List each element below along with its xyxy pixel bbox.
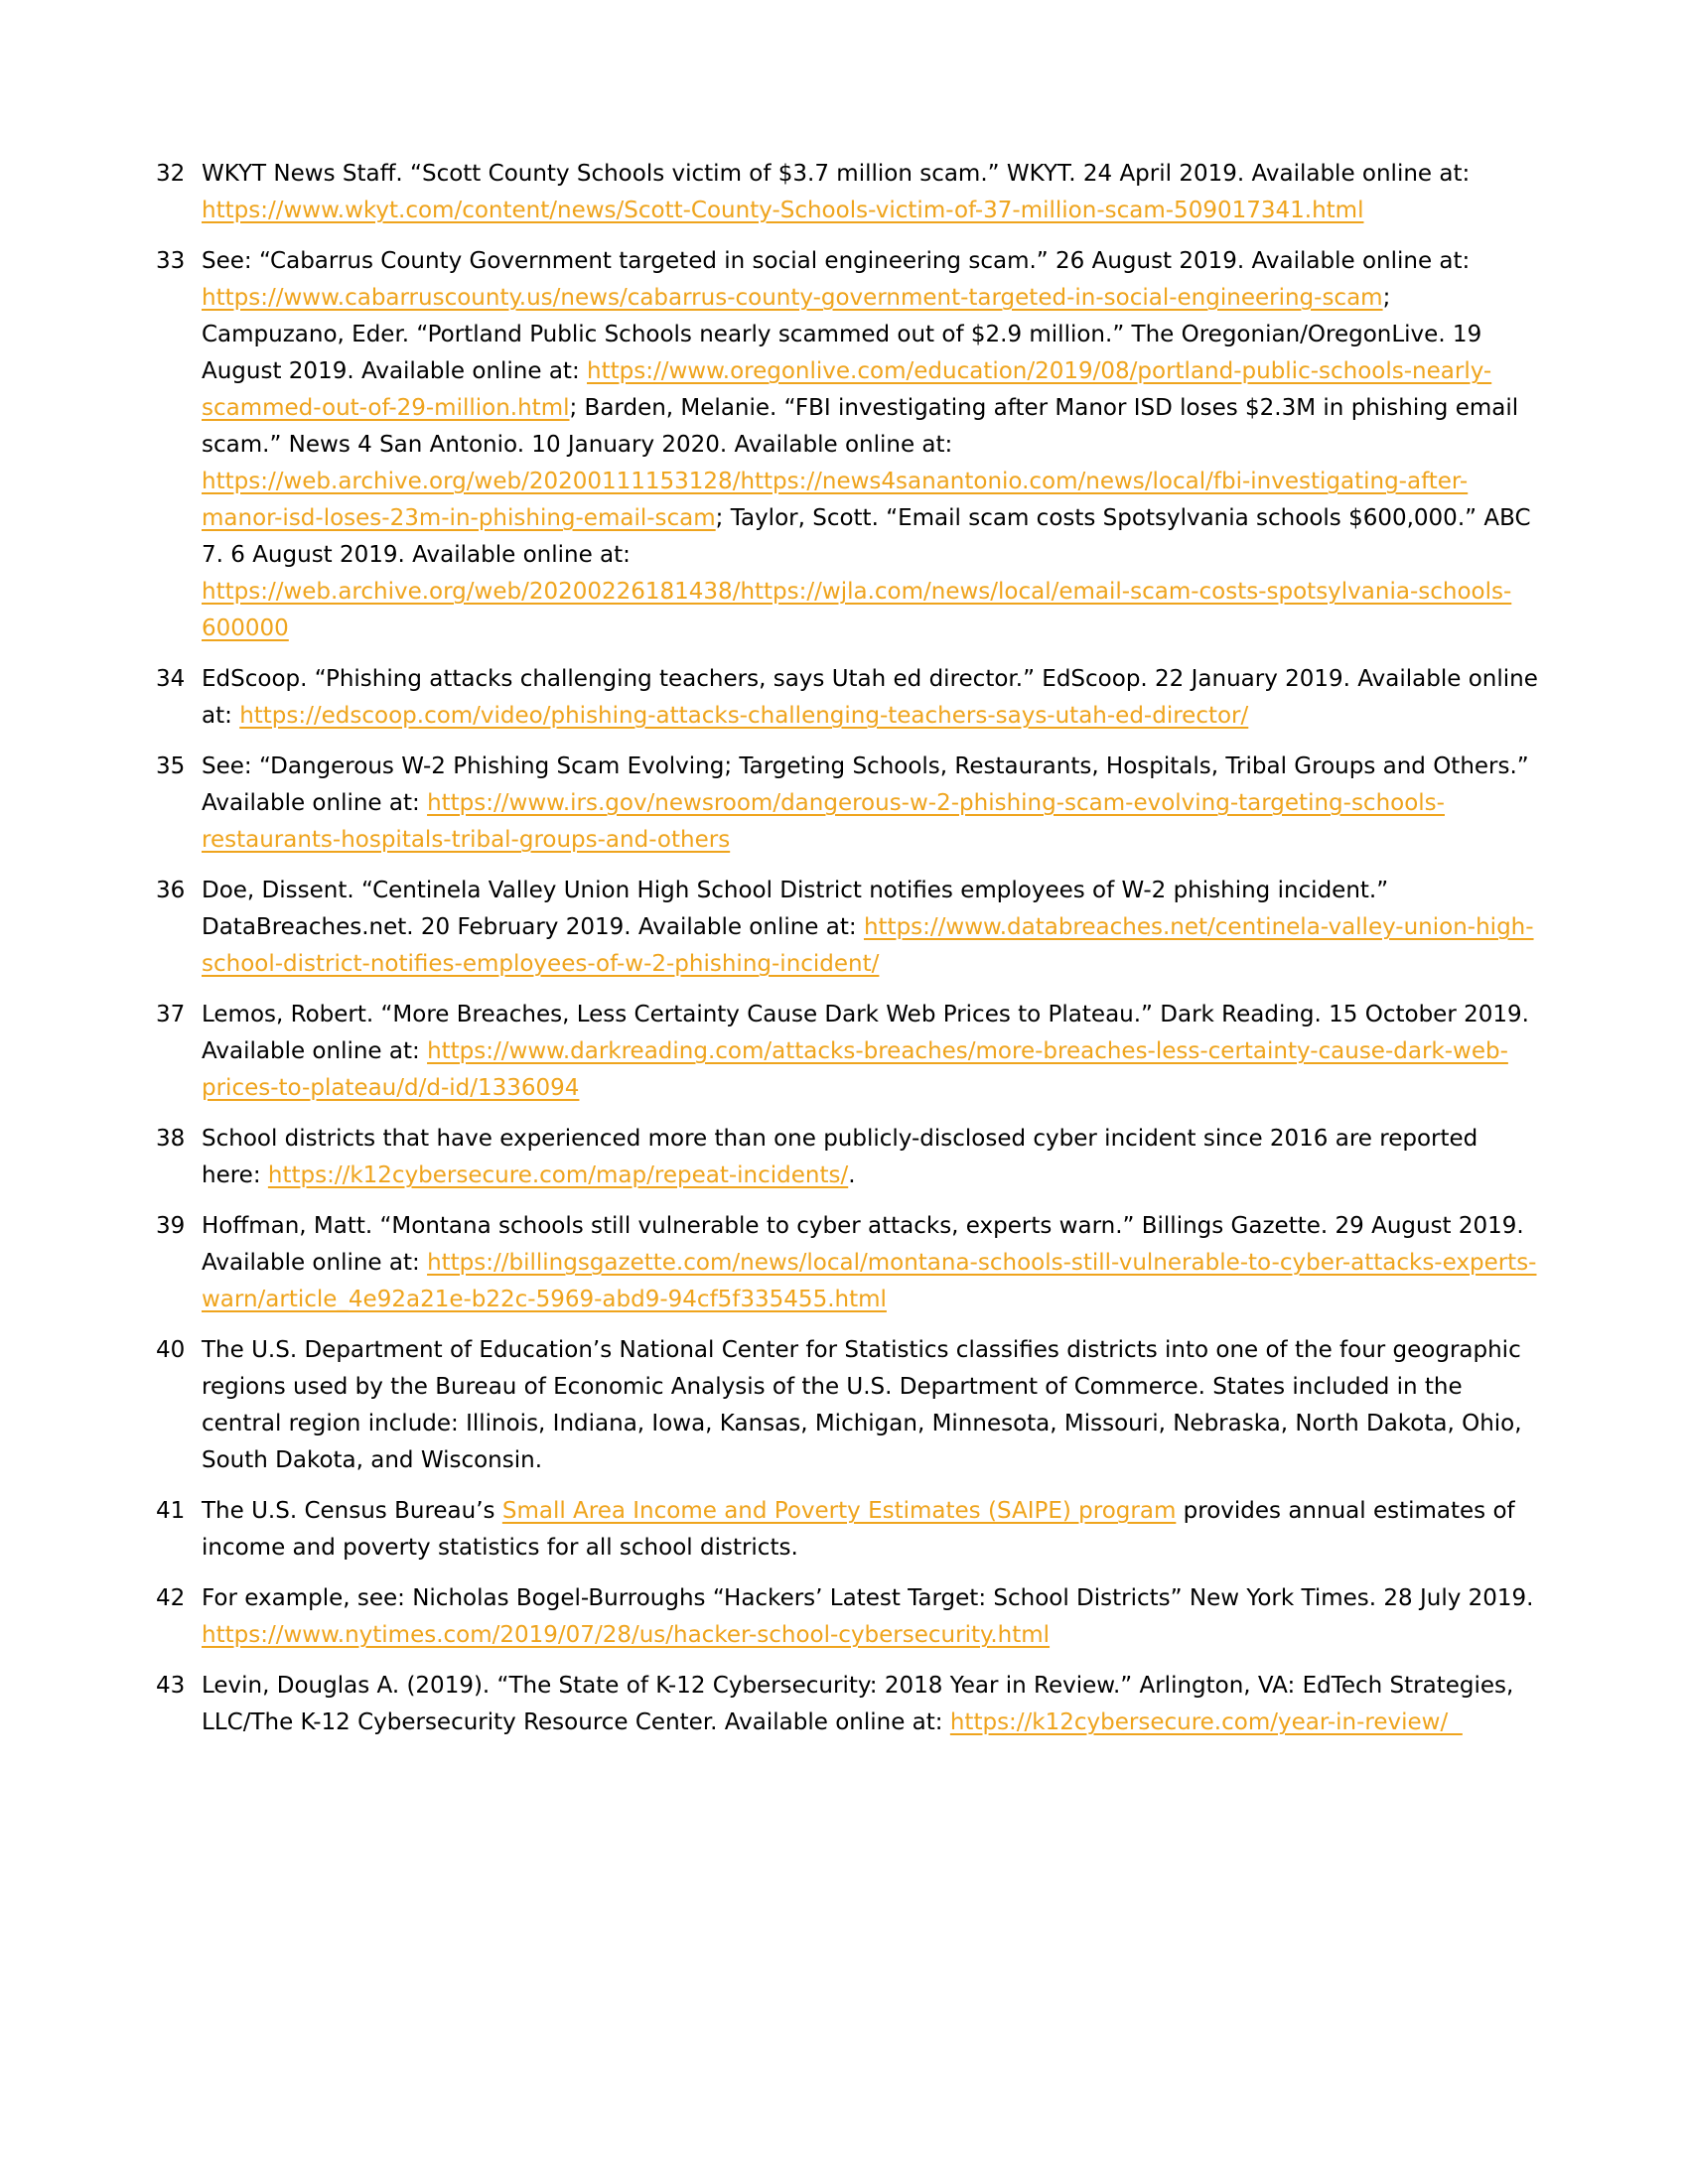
footnote-item xyxy=(156,749,1539,859)
footnote-link[interactable]: https://billingsgazette.com/news/local/montana-schools-still-vulnerable-to-cyber-attacks-experts-warn/article_4e92a21e-b22c-5969-abd9-94cf5f335455.html xyxy=(202,1250,1537,1312)
footnote-number: 40 xyxy=(156,1337,186,1363)
footnote-text: ; Barden, Melanie. “FBI investigating after Manor ISD loses $2.3M in phishing email scam.” News 4 San Antonio. 10 January 2020. Available online at: xyxy=(202,395,1519,458)
footnote-link[interactable]: https://www.nytimes.com/2019/07/28/us/hacker-school-cybersecurity.html xyxy=(202,1622,1051,1648)
footnote-number: 35 xyxy=(156,753,186,779)
footnote-link[interactable]: https://k12cybersecure.com/year-in-review/ xyxy=(949,1709,1463,1735)
footnote-body xyxy=(202,666,1538,729)
footnote-item xyxy=(156,156,1539,229)
footnote-list xyxy=(156,156,1539,1741)
footnote-text: . xyxy=(848,1162,856,1188)
footnote-body xyxy=(202,1673,1513,1735)
footnote-item xyxy=(156,1208,1539,1318)
footnote-body xyxy=(202,161,1470,223)
footnote-text: See: “Cabarrus County Government targeted in social engineering scam.” 26 August 2019. Available online at: xyxy=(202,248,1471,274)
footnote-body xyxy=(202,1002,1529,1101)
footnote-number: 42 xyxy=(156,1585,186,1611)
footnote-text: The U.S. Department of Education’s National Center for Statistics classifies districts into one of the four geographic regions used by the Bureau of Economic Analysis of the U.S. Department of Commerce. States included in the central region include: Illinois, Indiana, Iowa, Kansas, Michigan, Minnesota, Missouri, Nebraska, North Dakota, Ohio, South Dakota, and Wisconsin. xyxy=(202,1337,1522,1473)
footnote-number: 33 xyxy=(156,248,186,274)
footnote-body xyxy=(202,878,1534,977)
footnote-item xyxy=(156,661,1539,735)
footnote-number: 36 xyxy=(156,878,186,903)
footnote-item xyxy=(156,997,1539,1107)
footnote-text: For example, see: Nicholas Bogel-Burroughs “Hackers’ Latest Target: School Districts” New York Times. 28 July 2019. xyxy=(202,1585,1534,1611)
footnote-link[interactable]: https://k12cybersecure.com/map/repeat-incidents/ xyxy=(267,1162,849,1188)
footnote-item xyxy=(156,1121,1539,1194)
footnote-text: WKYT News Staff. “Scott County Schools victim of $3.7 million scam.” WKYT. 24 April 2019. Available online at: xyxy=(202,161,1471,187)
footnote-text: Levin, Douglas A. (2019). “The State of K-12 Cybersecurity: 2018 Year in Review.” Arlington, VA: EdTech Strategies, LLC/The K-12 Cybersecurity Resource Center. Available online at: xyxy=(202,1673,1514,1735)
footnote-body xyxy=(202,753,1529,853)
footnote-link[interactable]: https://www.wkyt.com/content/news/Scott-County-Schools-victim-of-37-million-scam-509017341.html xyxy=(202,198,1364,223)
footnote-number: 37 xyxy=(156,1002,186,1027)
footnote-text: provides annual estimates of income and poverty statistics for all school districts. xyxy=(202,1498,1515,1561)
footnote-body xyxy=(202,1585,1534,1648)
footnote-number: 39 xyxy=(156,1213,186,1239)
footnote-text: ; Campuzano, Eder. “Portland Public Schools nearly scammed out of $2.9 million.” The Oregonian/OregonLive. 19 August 2019. Available online at: xyxy=(202,285,1482,384)
footnote-item xyxy=(156,243,1539,647)
footnote-link[interactable]: https://www.oregonlive.com/education/2019/08/portland-public-schools-nearly-scammed-out-of-29-million.html xyxy=(202,358,1492,421)
footnote-link[interactable]: https://web.archive.org/web/20200226181438/https://wjla.com/news/local/email-scam-costs-spotsylvania-schools-600000 xyxy=(202,579,1512,641)
footnote-item xyxy=(156,1493,1539,1567)
footnote-number: 43 xyxy=(156,1673,186,1699)
footnote-item xyxy=(156,1332,1539,1479)
footnote-link[interactable]: https://www.cabarruscounty.us/news/cabarrus-county-government-targeted-in-social-engineering-scam xyxy=(202,285,1383,311)
footnote-number: 32 xyxy=(156,161,186,187)
footnote-link[interactable]: https://edscoop.com/video/phishing-attacks-challenging-teachers-says-utah-ed-director/ xyxy=(239,703,1249,729)
footnote-link[interactable]: https://web.archive.org/web/20200111153128/https://news4sanantonio.com/news/local/fbi-investigating-after-manor-isd-loses-23m-in-phishing-email-scam xyxy=(202,469,1469,531)
footnote-link[interactable]: https://www.databreaches.net/centinela-valley-union-high-school-district-notifies-employees-of-w-2-phishing-incident/ xyxy=(202,914,1534,977)
footnote-body xyxy=(202,1337,1522,1473)
footnote-link[interactable]: Small Area Income and Poverty Estimates (SAIPE) program xyxy=(501,1498,1177,1524)
footnote-text: Hoffman, Matt. “Montana schools still vulnerable to cyber attacks, experts warn.” Billings Gazette. 29 August 2019. Available online at: xyxy=(202,1213,1524,1276)
footnote-text: See: “Dangerous W-2 Phishing Scam Evolving; Targeting Schools, Restaurants, Hospitals, Tribal Groups and Others.” Available online at: xyxy=(202,753,1529,816)
footnote-number: 41 xyxy=(156,1498,186,1524)
footnote-body xyxy=(202,1213,1536,1312)
footnote-text: Doe, Dissent. “Centinela Valley Union High School District notifies employees of W-2 phishing incident.” DataBreaches.net. 20 February 2019. Available online at: xyxy=(202,878,1389,940)
footnote-body xyxy=(202,1498,1515,1561)
footnote-link[interactable]: https://www.irs.gov/newsroom/dangerous-w-2-phishing-scam-evolving-targeting-schools-restaurants-hospitals-tribal-groups-and-others xyxy=(202,790,1445,853)
footnote-text: Lemos, Robert. “More Breaches, Less Certainty Cause Dark Web Prices to Plateau.” Dark Reading. 15 October 2019. Available online at: xyxy=(202,1002,1529,1064)
footnote-text: School districts that have experienced more than one publicly-disclosed cyber incident since 2016 are reported here: xyxy=(202,1126,1478,1188)
footnote-body xyxy=(202,248,1531,641)
footnote-text: The U.S. Census Bureau’s xyxy=(202,1498,502,1524)
footnote-number: 38 xyxy=(156,1126,186,1152)
footnote-item xyxy=(156,1668,1539,1741)
footnote-link[interactable]: https://www.darkreading.com/attacks-breaches/more-breaches-less-certainty-cause-dark-web-prices-to-plateau/d/d-id/1336094 xyxy=(202,1038,1508,1101)
footnote-text: ; Taylor, Scott. “Email scam costs Spotsylvania schools $600,000.” ABC 7. 6 August 2019. Available online at: xyxy=(202,505,1531,568)
footnote-item xyxy=(156,873,1539,983)
footnote-number: 34 xyxy=(156,666,186,692)
footnote-body xyxy=(202,1126,1477,1188)
footnote-item xyxy=(156,1580,1539,1654)
footnote-text: EdScoop. “Phishing attacks challenging teachers, says Utah ed director.” EdScoop. 22 January 2019. Available online at: xyxy=(202,666,1538,729)
